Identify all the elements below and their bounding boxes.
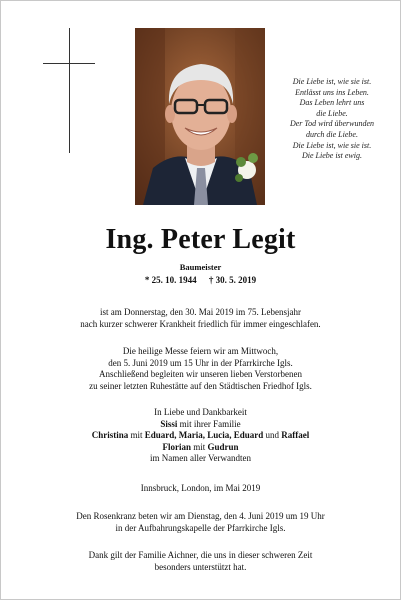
thanks-line: Dank gilt der Familie Aichner, die uns in dieser schweren Zeit [88,550,313,560]
mourners-children-line [0,442,401,454]
poem-line: Das Leben lehrt uns [299,98,365,108]
announcement-line: nach kurzer schwerer Krankheit friedlich für immer eingeschlafen. [80,318,321,329]
mass-line: den 5. Juni 2019 um 15 Uhr in der Pfarrkirche Igls. [108,357,293,368]
child-name: Gudrun [207,441,239,452]
spouse-name: Sissi [160,418,178,429]
poem-line: die Liebe. [316,108,348,118]
child-name: Raffael [281,430,310,441]
mourners-spouse-line [0,419,401,431]
portrait-illustration [135,28,265,205]
thanks [0,550,401,573]
place-date-line: Innsbruck, London, im Mai 2019 [140,483,261,493]
life-dates [0,275,401,285]
cross-horizontal-bar [43,63,95,64]
connector-text: mit [128,430,145,441]
poem-line: Die Liebe ist, wie sie ist. [292,140,372,150]
poem-line: Die Liebe ist, wie sie ist. [292,77,372,86]
deceased-name: Ing. Peter Legit [105,224,296,255]
connector-text: mit [190,441,208,452]
thanks-line: besonders unterstützt hat. [154,561,247,572]
rosary-line: in der Aufbahrungskapelle der Pfarrkirche Igls. [115,522,286,533]
cross-icon [43,28,95,153]
rosary-line: Den Rosenkranz beten wir am Dienstag, den 4. Juni 2019 um 19 Uhr [76,511,325,521]
announcement-line: ist am Donnerstag, den 30. Mai 2019 im 75. Lebensjahr [100,307,301,317]
cross-vertical-bar [69,28,70,153]
portrait-photo [135,28,265,205]
place-date [0,483,401,495]
poem [272,77,392,162]
child-name: Christina [91,430,129,441]
connector-text: und [263,430,282,441]
spouse-rest: mit ihrer Familie [177,418,241,429]
mass-info [0,346,401,392]
birth-date: * 25. 10. 1944 [144,275,197,285]
mourners-children-line [0,430,401,442]
mourners-relatives: im Namen aller Verwandten [149,453,252,464]
mass-line: Anschließend begleiten wir unseren lieben Verstorbenen [98,369,303,380]
mass-line: Die heilige Messe feiern wir am Mittwoch, [122,346,279,356]
poem-line: Die Liebe ist ewig. [302,151,362,161]
mourners [0,407,401,465]
child-name: Florian [162,441,191,452]
death-date: † 30. 5. 2019 [208,275,257,285]
poem-line: Der Tod wird überwunden [289,119,375,129]
announcement [0,307,401,330]
poem-line: Entlässt uns ins Leben. [295,87,369,97]
child-names: Eduard, Maria, Lucia, Eduard [144,430,264,441]
mass-line: zu seiner letzten Ruhestätte auf den Städtischen Friedhof Igls. [89,380,312,391]
rosary-info [0,511,401,534]
deceased-profession: Baumeister [179,262,222,272]
mourners-intro: In Liebe und Dankbarkeit [154,407,247,417]
poem-line: durch die Liebe. [306,129,358,139]
